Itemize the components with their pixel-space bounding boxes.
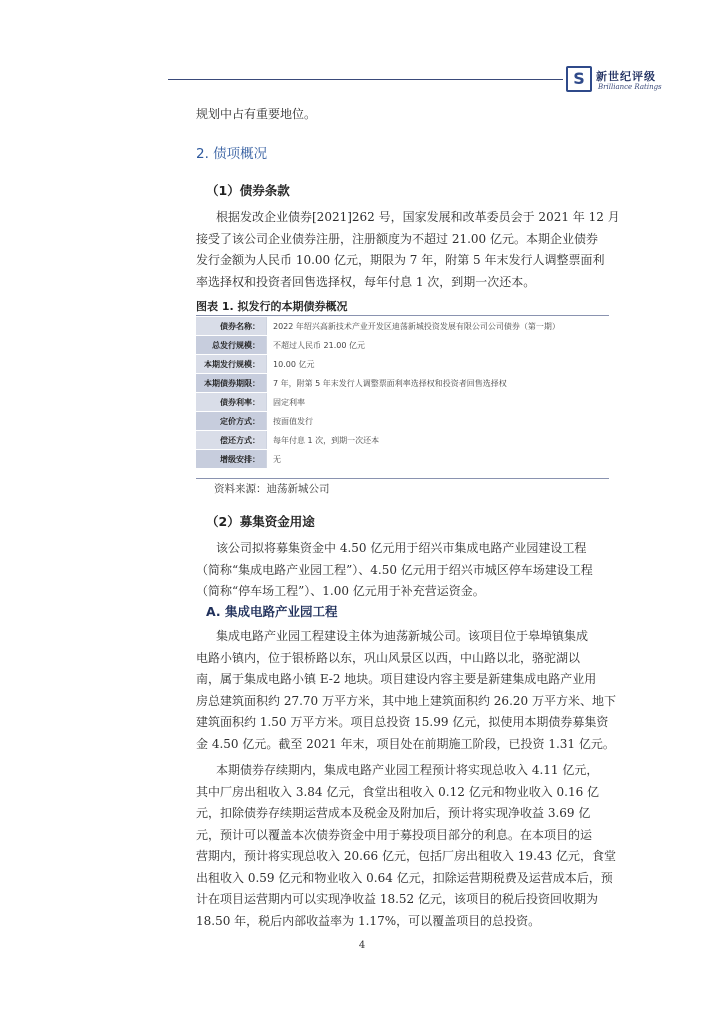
paragraph-line: 本期债券存续期内，集成电路产业园工程预计将实现总收入 4.11 亿元，: [216, 763, 599, 777]
table-row: [196, 336, 609, 355]
table-row: [196, 355, 609, 374]
table-key: 增级安排：: [196, 450, 267, 469]
table-row: [196, 393, 609, 412]
paragraph-line: 营期内，预计将实现总收入 20.66 亿元，包括厂房出租收入 19.43 亿元，食堂: [196, 849, 616, 863]
table-row: [196, 431, 609, 450]
table-caption: 图表 1. 拟发行的本期债券概况: [196, 300, 348, 313]
carry-over-line: 规划中占有重要地位。: [196, 107, 317, 121]
paragraph-line: 集成电路产业园工程建设主体为迪荡新城公司。该项目位于皋埠镇集成: [216, 629, 589, 643]
paragraph-line: 该公司拟将募集资金中 4.50 亿元用于绍兴市集成电路产业园建设工程: [216, 541, 587, 555]
paragraph-line: 出租收入 0.59 亿元和物业收入 0.64 亿元，扣除运营期税费及运营成本后，预: [196, 870, 613, 885]
page-number: 4: [358, 940, 366, 951]
paragraph-line: 建筑面积约 1.50 万平方米。项目总投资 15.99 亿元，拟使用本期债券募集资: [196, 715, 609, 729]
subsection-title-bond-terms: （1）债券条款: [206, 183, 290, 198]
table-value: 无: [267, 450, 610, 469]
table-key: 总发行规模：: [196, 336, 267, 355]
paragraph-line: 接受了该公司企业债券注册，注册额度为不超过 21.00 亿元。本期企业债券: [196, 231, 598, 246]
table-row: [196, 412, 609, 431]
paragraph-line: 根据发改企业债券[2021]262 号，国家发展和改革委员会于 2021 年 12 月: [216, 210, 620, 224]
table-key: 本期发行规模：: [196, 355, 267, 374]
table-row: [196, 317, 609, 336]
paragraph-line: 其中厂房出租收入 3.84 亿元，食堂出租收入 0.12 亿元和物业收入 0.16 亿: [196, 784, 600, 799]
paragraph-line: 电路小镇内，位于银桥路以东，巩山风景区以西，中山路以北，骆驼湖以: [196, 650, 581, 665]
paragraph-line: 18.50 年，税后内部收益率为 1.17%，可以覆盖项目的总投资。: [196, 913, 541, 928]
brand-logo: [566, 66, 676, 96]
paragraph-line: （简称“停车场工程”）、1.00 亿元用于补充营运资金。: [196, 584, 485, 598]
table-value: 2022 年绍兴高新技术产业开发区迪荡新城投资发展有限公司公司债券（第一期）: [267, 317, 610, 336]
table-key: 定价方式：: [196, 412, 267, 431]
paragraph-line: （简称“集成电路产业园工程”）、4.50 亿元用于绍兴市城区停车场建设工程: [196, 562, 593, 577]
subsection-title-fund-use: （2）募集资金用途: [206, 514, 315, 529]
table-value: 固定利率: [267, 393, 610, 412]
paragraph-line: 发行金额为人民币 10.00 亿元，期限为 7 年，附第 5 年末发行人调整票面利: [196, 253, 605, 267]
table-key: 偿还方式：: [196, 431, 267, 450]
paragraph-line: 金 4.50 亿元。截至 2021 年末，项目处在前期施工阶段，已投资 1.31 亿元。: [196, 736, 615, 751]
table-row: [196, 374, 609, 393]
header-rule: [168, 79, 563, 80]
table-bottom-rule: [196, 478, 609, 479]
table-key: 债券利率：: [196, 393, 267, 412]
bond-terms-table: [196, 316, 609, 469]
paragraph-line: 房总建筑面积约 27.70 万平方米，其中地上建筑面积约 26.20 万平方米、地下: [196, 693, 616, 708]
table-key: 本期债券期限：: [196, 374, 267, 393]
section-title: 2. 债项概况: [196, 146, 268, 162]
table-value: 每年付息 1 次，到期一次还本: [267, 431, 610, 450]
logo-chinese-name: 新世纪评级: [596, 70, 656, 83]
logo-english-name: Brilliance Ratings: [598, 83, 662, 91]
paragraph-line: 元，扣除债券存续期运营成本及税金及附加后，预计将实现净收益 3.69 亿: [196, 806, 591, 820]
table-value: 10.00 亿元: [267, 355, 610, 374]
subsection-title-ic-park: A. 集成电路产业园工程: [206, 604, 338, 619]
table-row: [196, 450, 609, 469]
table-value: 按面值发行: [267, 412, 610, 431]
table-key: 债券名称：: [196, 317, 267, 336]
paragraph-line: 南，属于集成电路小镇 E-2 地块。项目建设内容主要是新建集成电路产业用: [196, 672, 597, 686]
paragraph-line: 计在项目运营期内可以实现净收益 18.52 亿元，该项目的税后投资回收期为: [196, 892, 598, 906]
logo-icon: S: [566, 66, 592, 92]
paragraph-line: 元，预计可以覆盖本次债券资金中用于募投项目部分的利息。在本项目的运: [196, 827, 593, 842]
paragraph-line: 率选择权和投资者回售选择权，每年付息 1 次，到期一次还本。: [196, 274, 536, 289]
table-value: 7 年，附第 5 年末发行人调整票面利率选择权和投资者回售选择权: [267, 374, 610, 393]
table-value: 不超过人民币 21.00 亿元: [267, 336, 610, 355]
table-source: 资料来源：迪荡新城公司: [214, 483, 330, 495]
